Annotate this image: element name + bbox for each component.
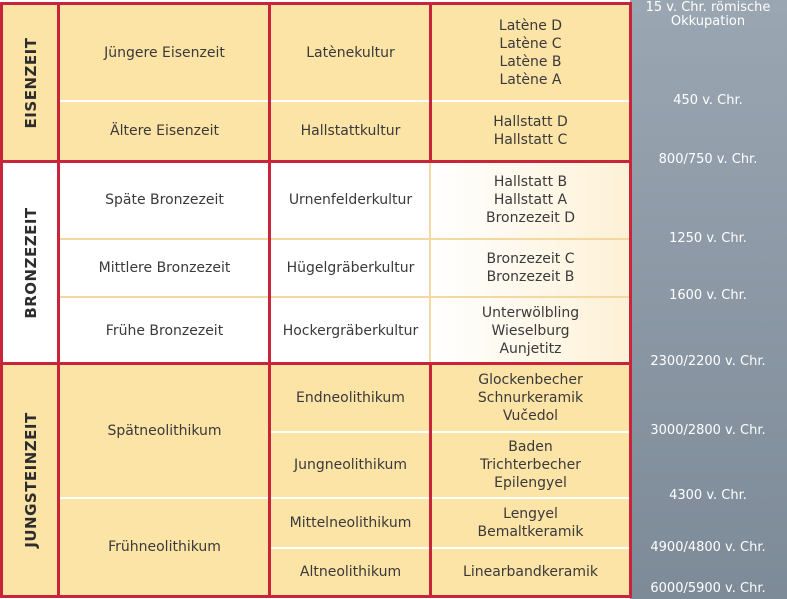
grid-line <box>270 547 630 549</box>
phase-line: Epilengyel <box>494 475 567 491</box>
culture-hockergraeberkultur <box>270 297 431 364</box>
phase-line: Lengyel <box>503 506 558 522</box>
period-fruehe-bronzezeit <box>59 297 270 364</box>
col-divider-2 <box>268 2 271 598</box>
era-divider-eisen-bronze <box>0 160 632 163</box>
phase-hockergraeber <box>431 297 630 364</box>
date-800: 800/750 v. Chr. <box>658 152 758 167</box>
phase-line: Trichterbecher <box>479 457 581 473</box>
grid-line <box>59 497 630 499</box>
phase-line: Latène C <box>499 36 562 52</box>
phase-line: Schnurkeramik <box>477 390 584 406</box>
period-label: Ältere Eisenzeit <box>110 123 219 139</box>
period-spaete-bronzezeit <box>59 161 270 239</box>
era-divider-bronze-jung <box>0 362 632 365</box>
culture-label: Altneolithikum <box>299 564 402 580</box>
period-spaetneolithikum <box>59 364 270 498</box>
period-label: Frühe Bronzezeit <box>105 322 224 339</box>
date-2300: 2300/2200 v. Chr. <box>650 354 766 369</box>
grid-line <box>59 296 630 298</box>
culture-endneolithikum <box>270 364 431 432</box>
era-bronzezeit <box>3 161 59 364</box>
culture-mittelneolithikum <box>270 498 431 548</box>
date-4300: 4300 v. Chr. <box>669 488 747 503</box>
frame-bottom <box>0 595 632 598</box>
period-label: Späte Bronzezeit <box>105 192 224 208</box>
period-label: Frühneolithikum <box>108 539 221 555</box>
culture-label: Urnenfelderkultur <box>288 192 413 208</box>
period-juengere-eisenzeit <box>59 5 270 101</box>
culture-hallstattkultur <box>270 101 431 161</box>
era-jungsteinzeit <box>3 364 59 596</box>
date-line: Okkupation <box>670 14 746 29</box>
period-label: Spätneolithikum <box>107 423 222 439</box>
date-3000: 3000/2800 v. Chr. <box>650 423 766 438</box>
culture-label: Mittelneolithikum <box>289 515 412 531</box>
date-4900: 4900/4800 v. Chr. <box>650 540 766 555</box>
phase-urnenfelder <box>431 161 630 239</box>
era-label-bronzezeit: BRONZEZEIT <box>22 206 40 319</box>
culture-label: Hockergräberkultur <box>282 322 419 339</box>
phase-line: Latène B <box>499 54 562 70</box>
col-divider-3b <box>429 362 432 598</box>
phase-line: Bronzezeit B <box>486 269 575 285</box>
date-6000: 6000/5900 v. Chr. <box>650 581 766 596</box>
era-eisenzeit <box>3 5 59 161</box>
col-divider-1 <box>57 2 60 598</box>
phase-line: Vučedol <box>502 408 559 424</box>
period-mittlere-bronzezeit <box>59 239 270 297</box>
culture-altneolithikum <box>270 548 431 596</box>
phase-line: Baden <box>508 439 553 455</box>
culture-urnenfelderkultur <box>270 161 431 239</box>
phase-latene <box>431 5 630 101</box>
phase-line: Glockenbecher <box>478 372 583 388</box>
phase-mittelneo <box>431 498 630 548</box>
phase-jungneo <box>431 432 630 498</box>
period-fruehneolithikum <box>59 498 270 596</box>
phase-hallstatt-cd <box>431 101 630 161</box>
phase-line: Hallstatt B <box>493 174 568 190</box>
phase-line: Hallstatt D <box>493 114 568 130</box>
culture-label: Jungneolithikum <box>293 457 408 473</box>
date-15 <box>632 1 784 29</box>
era-label-eisenzeit: EISENZEIT <box>22 37 40 129</box>
phase-endneo <box>431 364 630 432</box>
date-line: 15 v. Chr. römische <box>645 0 771 15</box>
phase-altneo <box>431 548 630 596</box>
phase-line: Linearbandkeramik <box>463 564 598 580</box>
phase-line: Bronzezeit C <box>486 251 575 267</box>
date-450: 450 v. Chr. <box>673 93 743 108</box>
grid-line <box>59 100 630 102</box>
culture-jungneolithikum <box>270 432 431 498</box>
culture-huegelgraeberkultur <box>270 239 431 297</box>
phase-huegelgraeber <box>431 239 630 297</box>
date-1250: 1250 v. Chr. <box>669 231 747 246</box>
frame-top <box>0 2 632 5</box>
grid-line <box>59 238 630 240</box>
culture-label: Hallstattkultur <box>300 123 401 139</box>
period-label: Jüngere Eisenzeit <box>104 45 225 61</box>
phase-line: Bronzezeit D <box>485 210 576 226</box>
phase-line: Bemaltkeramik <box>477 524 584 540</box>
culture-latenekultur <box>270 5 431 101</box>
frame-left <box>0 2 3 598</box>
date-1600: 1600 v. Chr. <box>669 288 747 303</box>
grid-line <box>270 431 630 433</box>
period-aeltere-eisenzeit <box>59 101 270 161</box>
phase-line: Latène A <box>499 72 562 88</box>
culture-label: Endneolithikum <box>296 390 405 406</box>
period-label: Mittlere Bronzezeit <box>98 260 231 276</box>
phase-line: Aunjetitz <box>499 340 562 357</box>
col-divider-3 <box>429 2 432 162</box>
era-label-jungsteinzeit: JUNGSTEINZEIT <box>22 412 40 548</box>
phase-line: Hallstatt A <box>493 192 568 208</box>
phase-line: Latène D <box>498 18 563 34</box>
culture-label: Latènekultur <box>306 45 395 61</box>
phase-line: Wieselburg <box>491 322 570 339</box>
phase-line: Hallstatt C <box>493 132 568 148</box>
phase-line: Unterwölbling <box>481 304 580 321</box>
grid-line <box>429 161 431 364</box>
culture-label: Hügelgräberkultur <box>286 260 415 276</box>
